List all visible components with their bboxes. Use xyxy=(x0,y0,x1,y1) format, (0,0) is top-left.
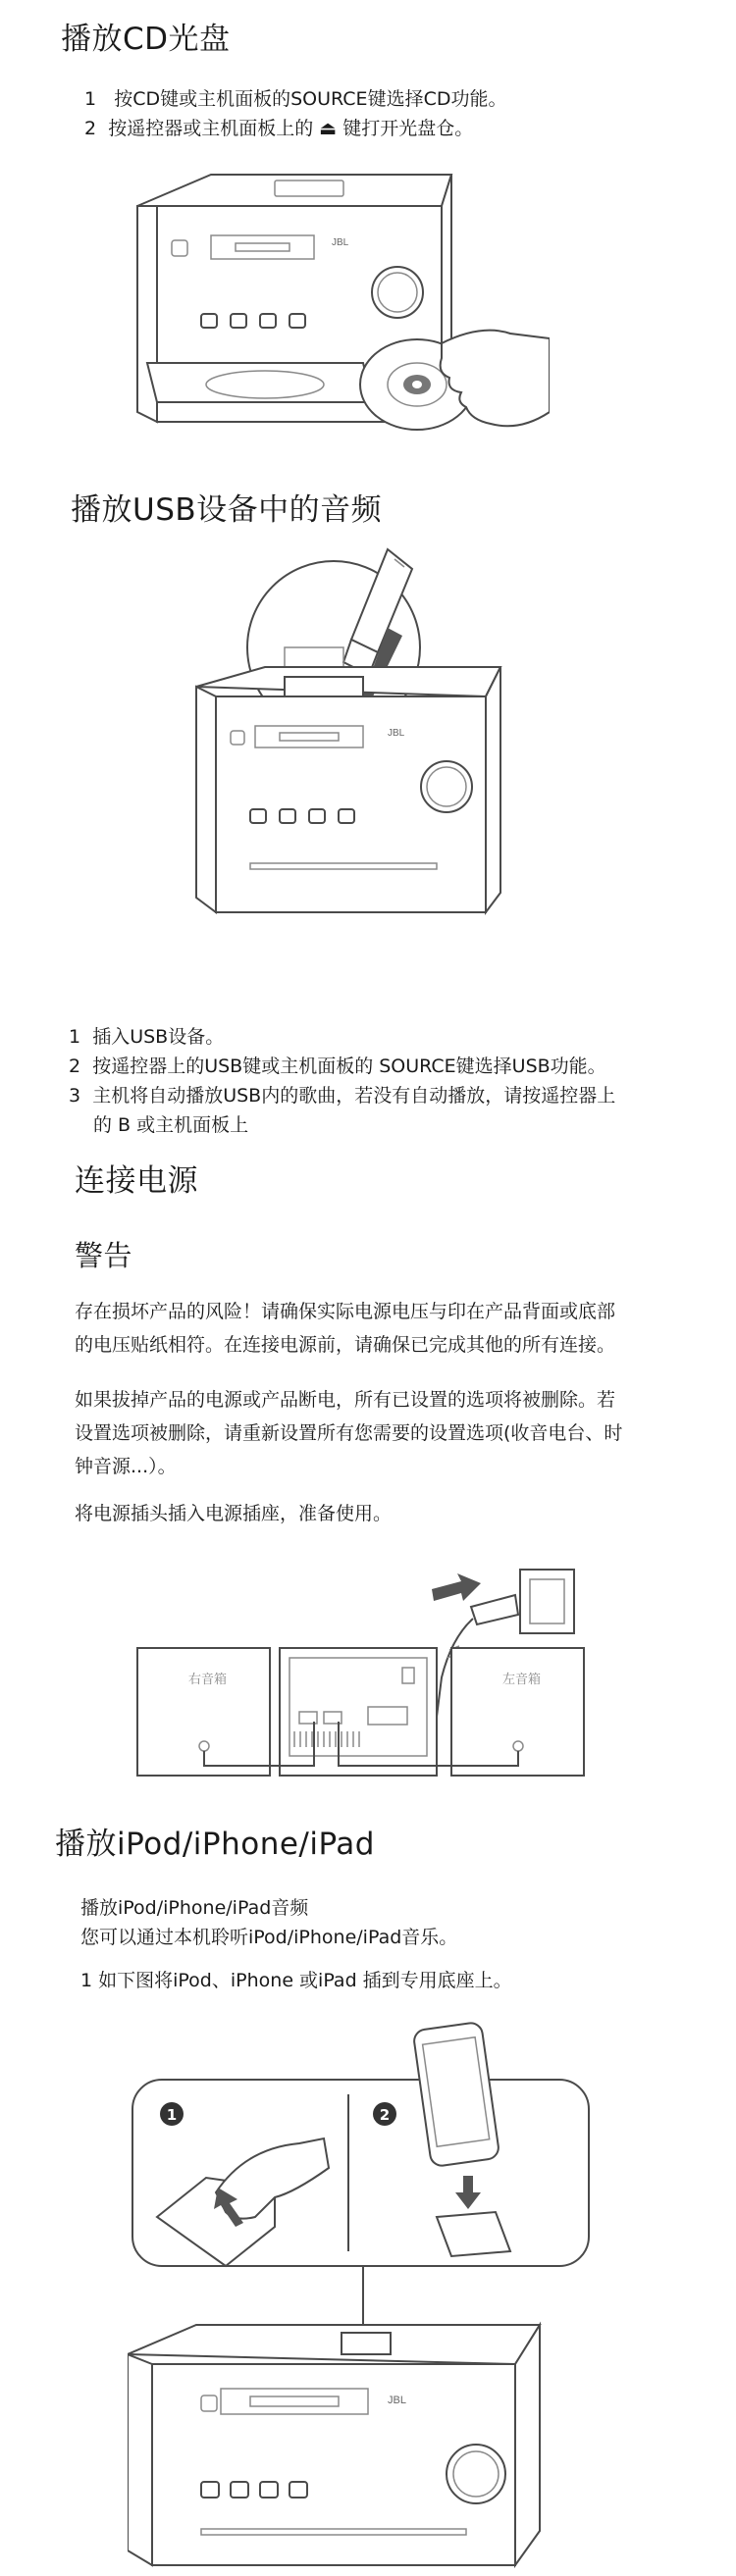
paragraph-line: 的电压贴纸相符。在连接电源前，请确保已完成其他的所有连接。 xyxy=(75,1334,616,1356)
ipod-line-2: 您可以通过本机聆听iPod/iPhone/iPad音乐。 xyxy=(80,1927,458,1948)
step-text-after: 键打开光盘仓。 xyxy=(342,118,474,139)
callout-2: 2 xyxy=(379,2106,391,2124)
usb-section-title: 播放USB设备中的音频 xyxy=(71,492,383,528)
warning-paragraph-2 xyxy=(75,1383,622,1483)
power-instruction: 将电源插头插入电源插座，准备使用。 xyxy=(75,1503,393,1524)
arrow-icon xyxy=(432,1573,481,1601)
step-number: 2 xyxy=(69,1056,81,1077)
power-connection-illustration xyxy=(128,1560,599,1785)
power-section-title: 连接电源 xyxy=(75,1163,198,1199)
warning-paragraph-1 xyxy=(75,1295,615,1362)
usb-step-3-continued: 的 B 或主机面板上 xyxy=(93,1114,249,1136)
step-text: 主机将自动播放USB内的歌曲，若没有自动播放，请按遥控器上 xyxy=(92,1085,616,1107)
step-number: 2 xyxy=(84,118,97,139)
cd-step-2 xyxy=(84,114,473,143)
paragraph-line: 设置选项被删除，请重新设置所有您需要的设置选项(收音电台、时 xyxy=(75,1422,623,1444)
paragraph-line: 存在损坏产品的风险！请确保实际电源电压与印在产品背面或底部 xyxy=(75,1301,616,1322)
warning-title: 警告 xyxy=(75,1239,133,1272)
step-number: 3 xyxy=(69,1085,81,1107)
usb-step-3 xyxy=(69,1081,615,1110)
paragraph-line: 钟音源...）。 xyxy=(75,1456,177,1477)
right-speaker-label: 右音箱 xyxy=(188,1673,228,1687)
power-plug-icon xyxy=(471,1595,518,1624)
step-text: 插入USB设备。 xyxy=(92,1026,225,1048)
step-number: 1 xyxy=(84,88,97,110)
step-text: 按CD键或主机面板的SOURCE键选择CD功能。 xyxy=(114,88,507,110)
ipod-dock-illustration xyxy=(128,2021,618,2570)
brand-logo: JBL xyxy=(332,237,349,248)
eject-icon: ⏏ xyxy=(319,118,338,139)
usb-step-1 xyxy=(69,1022,224,1052)
step-text: 按遥控器上的USB键或主机面板的 SOURCE键选择USB功能。 xyxy=(92,1056,606,1077)
cd-step-1 xyxy=(84,84,506,114)
step-number: 1 xyxy=(69,1026,81,1048)
paragraph-line: 如果拔掉产品的电源或产品断电，所有已设置的选项将被删除。若 xyxy=(75,1389,616,1411)
brand-logo: JBL xyxy=(388,728,405,739)
ipod-section-title: 播放iPod/iPhone/iPad xyxy=(55,1827,375,1862)
left-speaker-label: 左音箱 xyxy=(502,1673,542,1687)
cd-section-title: 播放CD光盘 xyxy=(61,22,231,57)
cd-player-illustration xyxy=(118,167,550,461)
ipod-line-1: 播放iPod/iPhone/iPad音频 xyxy=(80,1897,309,1919)
ipod-step-1: 1 如下图将iPod、iPhone 或iPad 插到专用底座上。 xyxy=(80,1970,512,1991)
step-text-before: 按遥控器或主机面板上的 xyxy=(108,118,314,139)
callout-1: 1 xyxy=(166,2106,178,2124)
brand-logo: JBL xyxy=(388,2395,406,2406)
usb-illustration xyxy=(177,530,550,961)
usb-step-2 xyxy=(69,1052,606,1081)
